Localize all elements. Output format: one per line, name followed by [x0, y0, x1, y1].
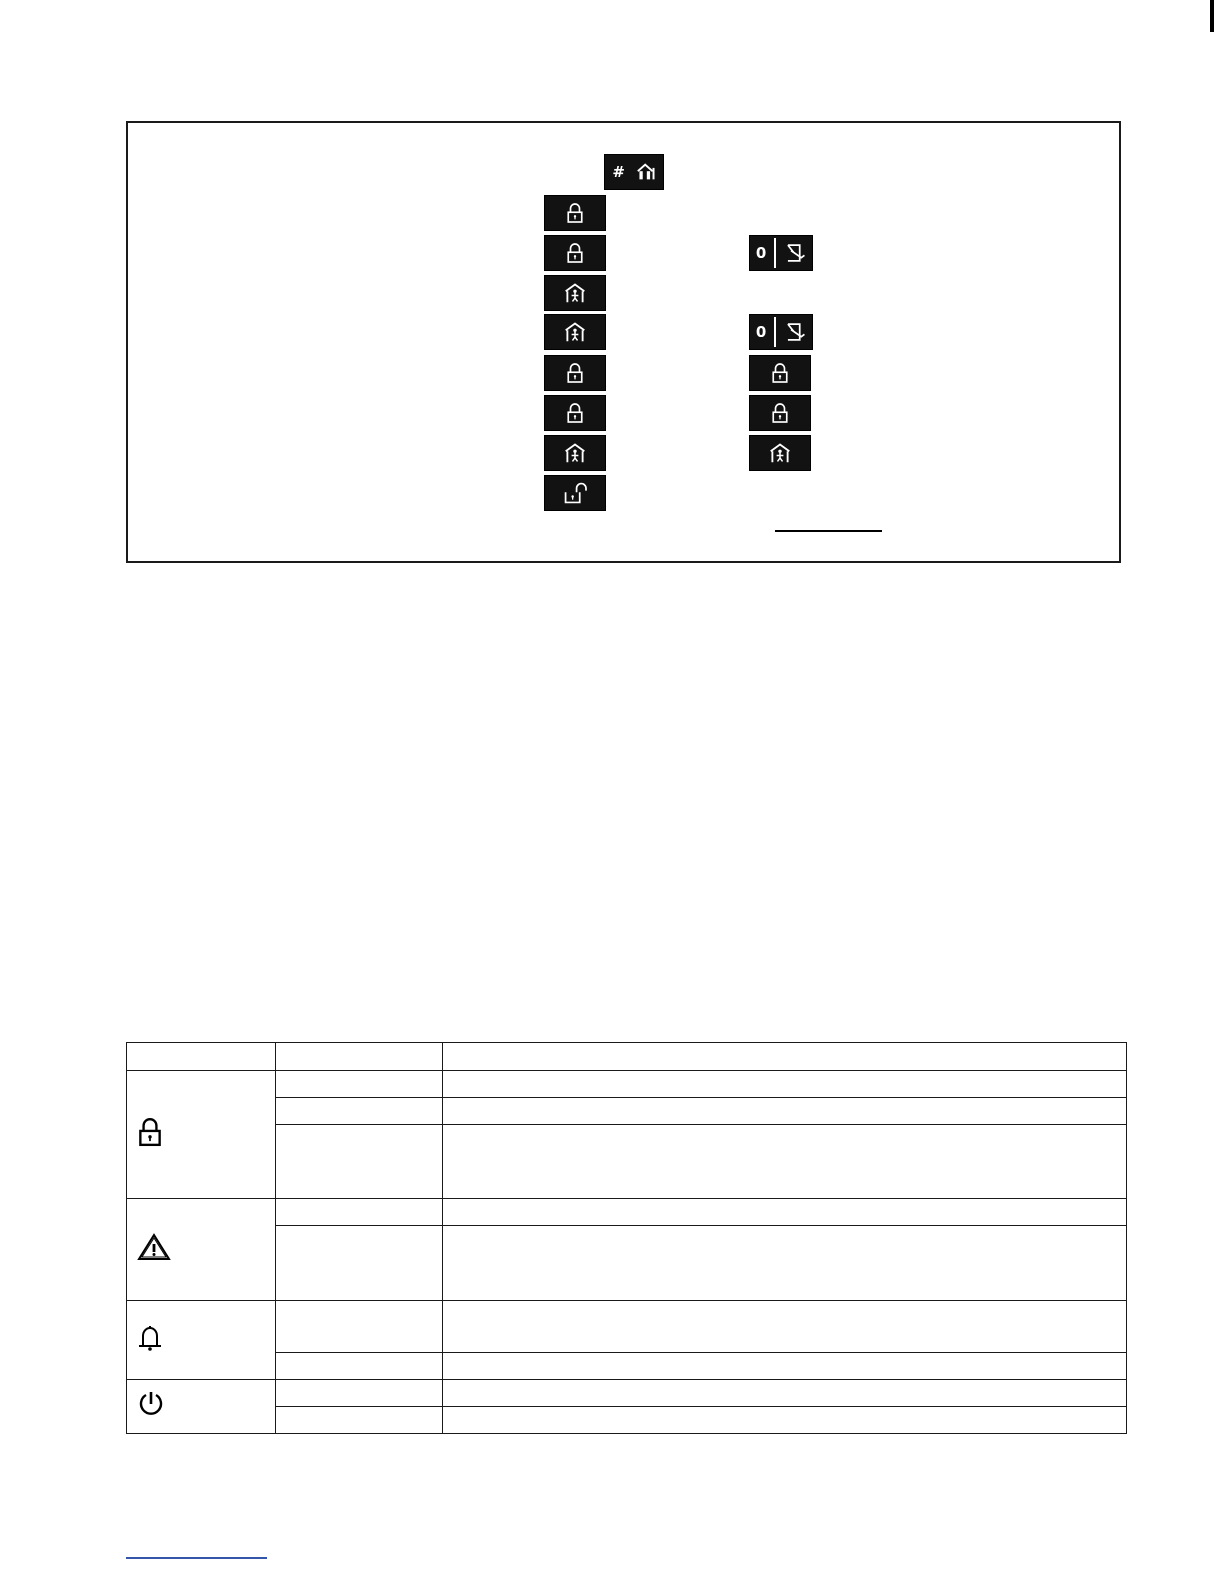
fill-in-blank-line — [775, 530, 882, 532]
zone-bypass-icon — [784, 242, 806, 264]
table-cell — [276, 1380, 443, 1407]
power-icon — [137, 1390, 165, 1418]
key-away-lock[interactable] — [749, 355, 811, 391]
bell-icon — [137, 1324, 163, 1352]
keypad-sequence-panel — [126, 121, 1121, 563]
lock-closed-icon — [771, 362, 789, 384]
lock-closed-icon — [566, 202, 584, 224]
lock-closed-icon — [566, 242, 584, 264]
table-icon-cell — [127, 1071, 276, 1199]
lock-closed-icon — [566, 402, 584, 424]
hash-key-label: # — [612, 162, 625, 181]
table-cell — [443, 1353, 1127, 1380]
key-away-lock[interactable] — [749, 395, 811, 431]
key-away-lock[interactable] — [544, 355, 606, 391]
stay-home-icon — [564, 321, 586, 343]
table-cell — [443, 1301, 1127, 1353]
zone-bypass-icon — [784, 321, 806, 343]
table-cell — [443, 1098, 1127, 1125]
stay-home-icon — [564, 442, 586, 464]
key-stay-home[interactable] — [544, 314, 606, 350]
zero-key-label: 0 — [755, 243, 767, 262]
footer-link-underline[interactable] — [126, 1557, 267, 1559]
key-zero-bypass[interactable] — [749, 235, 813, 271]
stay-home-icon — [564, 282, 586, 304]
lock-closed-icon — [771, 402, 789, 424]
table-cell — [276, 1125, 443, 1199]
table-cell — [443, 1226, 1127, 1301]
key-zero-bypass[interactable] — [749, 314, 813, 350]
warning-triangle-icon — [137, 1233, 171, 1261]
lock-icon — [137, 1117, 163, 1147]
lock-open-icon — [563, 482, 587, 504]
key-stay-home[interactable] — [544, 275, 606, 311]
table-cell — [276, 1071, 443, 1098]
home-icon — [636, 163, 656, 181]
table-icon-cell — [127, 1380, 276, 1434]
table-cell — [276, 1407, 443, 1434]
zero-key-label: 0 — [755, 322, 767, 341]
table-cell — [276, 1353, 443, 1380]
key-disarm-unlock[interactable] — [544, 475, 606, 511]
table-cell — [276, 1226, 443, 1301]
lock-closed-icon — [566, 362, 584, 384]
table-cell — [276, 1098, 443, 1125]
table-header-cell — [127, 1043, 276, 1071]
key-stay-home[interactable] — [749, 435, 811, 471]
table-cell — [443, 1380, 1127, 1407]
table-cell — [276, 1199, 443, 1226]
table-cell — [276, 1301, 443, 1353]
table-cell — [443, 1199, 1127, 1226]
key-away-lock[interactable] — [544, 395, 606, 431]
stay-home-icon — [769, 442, 791, 464]
table-header-cell — [276, 1043, 443, 1071]
table-header-cell — [443, 1043, 1127, 1071]
key-hash-home[interactable] — [604, 154, 664, 190]
key-away-lock[interactable] — [544, 195, 606, 231]
table-cell — [443, 1407, 1127, 1434]
table-icon-cell — [127, 1301, 276, 1380]
indicator-table — [126, 1042, 1127, 1434]
table-icon-cell — [127, 1199, 276, 1301]
table-cell — [443, 1125, 1127, 1199]
margin-rule — [1210, 0, 1214, 32]
table-cell — [443, 1071, 1127, 1098]
key-stay-home[interactable] — [544, 435, 606, 471]
key-away-lock[interactable] — [544, 235, 606, 271]
